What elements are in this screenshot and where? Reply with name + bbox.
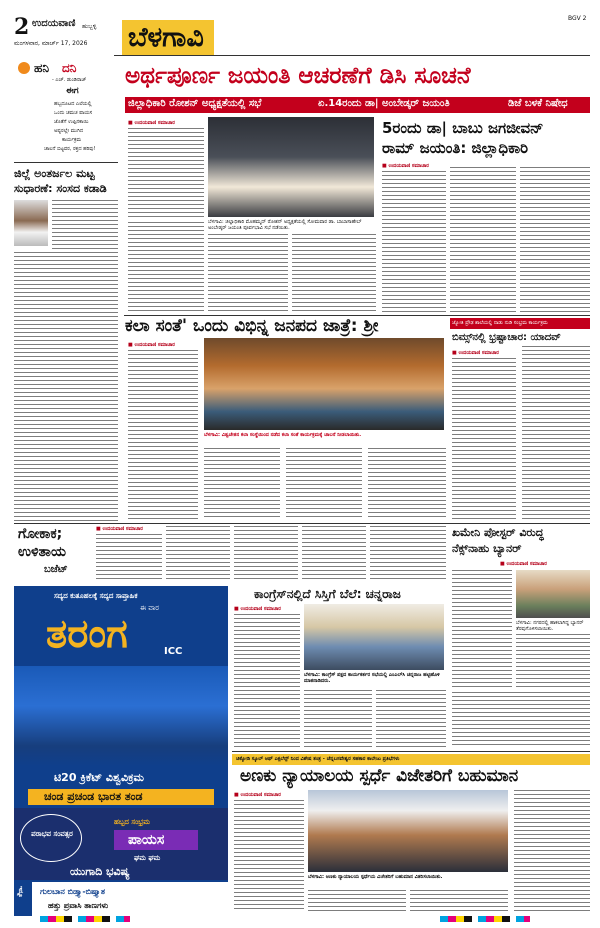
ad-yugadi: ಯುಗಾದಿ ಭವಿಷ್ಯ <box>70 865 130 878</box>
hani-line-4: ಅಷ್ಟರಲ್ಲೇ ಮುಗಿದ <box>54 128 84 134</box>
hani-logo-b: ದನಿ <box>62 61 77 75</box>
jagjivan-headline-1: 5ರಂದು ಡಾ| ಬಾಬು ಜಗಜೀವನ್ <box>382 119 544 137</box>
gokak-headline-2: ಉಳಿತಾಯ <box>18 544 66 560</box>
khomeini-body-2 <box>516 634 590 688</box>
gokak-headline-1: ಗೋಕಾಕ; <box>18 526 63 542</box>
jagjivan-headline-2: ರಾಮ್ ಜಯಂತಿ: ಜಿಲ್ಲಾಧಿಕಾರಿ <box>382 139 529 157</box>
jagjivan-body-1 <box>382 171 446 312</box>
lead-headline: ಅರ್ಥಪೂರ್ಣ ಜಯಂತಿ ಆಚರಣೆಗೆ ಡಿಸಿ ಸೂಚನೆ <box>125 63 471 89</box>
taranga-ad[interactable] <box>14 586 228 916</box>
moot-headline: ಅಣಕು ನ್ಯಾಯಾಲಯ ಸ್ಪರ್ಧೆ ವಿಜೇತರಿಗೆ ಬಹುಮಾನ <box>240 766 519 786</box>
khomeini-headline-2: ನೆಕ್ಸ್‌ನಾಹು ಬ್ಯಾನರ್ <box>452 542 522 555</box>
ad-p2: ಹಬ್ಬದ ಸಂಭ್ರಮ <box>114 818 150 826</box>
kala-byline: ■ ಉದಯವಾಣಿ ಸಮಾಚಾರ <box>128 342 175 348</box>
rule-congress-bottom <box>232 751 590 752</box>
congress-photo <box>304 604 444 670</box>
gokak-body-3 <box>234 526 298 582</box>
budget-mp-photo <box>14 200 48 246</box>
ad-team-photo <box>14 666 228 766</box>
budget-body-b <box>14 252 118 522</box>
hani-line-1: ಹಬ್ಬದೂಟದ ಎಲೆಯಲ್ಲಿ <box>54 101 92 107</box>
ad-line-2: ಚಂಡ ಪ್ರಚಂಡ ಭಾರತ ತಂಡ <box>44 790 143 803</box>
moot-caption: ಬೆಳಗಾವಿ: ಅಣಕು ನ್ಯಾಯಾಲಯ ಸ್ಪರ್ಧೆಯ ವಿಜೇತರಿಗೆ ಬಹುಮಾನ ವಿತರಿಸಲಾಯಿತು. <box>308 874 443 880</box>
ad-b1: ಗುಲಬಾನ ಬಿಡ್ತ್ಯಾ-ಬಿಷ್ತ್ಯಾತ <box>40 887 106 896</box>
lead-body-col-1 <box>128 128 204 218</box>
ad-p4: ಘಮ ಘಮ <box>134 854 161 862</box>
gokak-body-5 <box>370 526 446 582</box>
budget-headline-1: ಜಿಲ್ಲೆ ಅಂತರ್ಜಲ ಮಟ್ಟ <box>14 167 95 180</box>
lead-photo <box>208 117 374 217</box>
issue-date: ಮಂಗಳವಾರ, ಮಾರ್ಚ್ 17, 2026 <box>14 40 88 47</box>
congress-caption: ಬೆಳಗಾವಿ: ಕಾಂಗ್ರೆಸ್ ಪಕ್ಷದ ಕಾರ್ಯಕರ್ತರ ಸಭೆಯಲ್ಲಿ ಎಂಎಲ್‌ಸಿ ಚನ್ನರಾಜ ಹಟ್ಟಿಹೊಳಿ ಮಾತನಾಡಿದರು. <box>304 672 440 684</box>
moot-byline: ■ ಉದಯವಾಣಿ ಸಮಾಚಾರ <box>234 792 281 798</box>
moot-body-1 <box>234 800 304 912</box>
lead-body-col-4 <box>292 234 376 312</box>
section-title: ಬೆಳಗಾವಿ <box>128 22 204 53</box>
ad-p3: ಪಾಯಸ <box>128 832 165 848</box>
jagjivan-body-3 <box>520 167 590 312</box>
moot-kicker: ಚಿಕ್ಕೋಡಿ ಸ್ಕೂಲ್ ಆಫ್ ಎಕ್ಸಲೆನ್ಸ್ ನಿಂದ ವಿಶೇಷ ತಂತ್ರ - ಚೆನ್ನಬಸವೇಶ್ವರ ಸಹಕಾರ ಕಾಲೇಜು ಪ್ರತಿಭೆಗಳು <box>236 756 400 762</box>
moot-body-3 <box>410 890 508 912</box>
masthead-rule <box>114 55 590 56</box>
kala-body-col-1 <box>128 350 198 520</box>
ad-side: ಇನ್ನೂ <box>17 886 24 898</box>
khomeini-byline: ■ ಉದಯವಾಣಿ ಸಮಾಚಾರ <box>500 561 547 567</box>
kala-headline: ಕಲಾ ಸಂತೆ' ಒಂದು ವಿಭಿನ್ನ ಜನಪದ ಜಾತ್ರೆ: ಶ್ರೀ <box>125 316 379 336</box>
hani-logo-a: ಹನಿ <box>34 61 49 75</box>
kala-body-col-4 <box>368 448 446 520</box>
khomeini-body-1 <box>452 570 512 688</box>
hani-title: ಈಗ <box>66 86 79 96</box>
moot-body-4 <box>514 790 590 912</box>
khomeini-body-3 <box>452 692 590 748</box>
jagjivan-body-2 <box>450 167 516 312</box>
gokak-byline: ■ ಉದಯವಾಣಿ ಸಮಾಚಾರ <box>96 526 143 532</box>
ad-b2: ಹತ್ತು ಪ್ರವಾಸಿ ತಾಣಗಳು <box>48 901 109 910</box>
kala-caption: ಬೆಳಗಾವಿ: ವಿಶ್ವಚೇತನ ಕಲಾ ಸಂಸ್ಥೆಯಿಂದ ನಡೆದ ಕಲಾ ಸಂತೆ ಕಾರ್ಯಕ್ರಮಕ್ಕೆ ಚಾಲನೆ ನೀಡಲಾಯಿತು. <box>204 432 362 438</box>
lead-body-col-3 <box>208 234 288 312</box>
khomeini-caption: ಬೆಳಗಾವಿ: ನಗರದಲ್ಲಿ ಹಾಕಲಾಗಿದ್ದ ಬ್ಯಾನರ್ ತೆರವುಗೊಳಿಸಲಾಯಿತು. <box>516 620 584 632</box>
moot-body-2 <box>308 890 406 912</box>
gokak-body-1 <box>96 534 162 582</box>
bims-byline: ■ ಉದಯವಾಣಿ ಸಮಾಚಾರ <box>452 350 499 356</box>
kala-body-col-3 <box>286 448 362 520</box>
rule-kala-bottom <box>14 523 590 524</box>
hani-line-3: ಜೊತೆಗೆ ಉಪ್ಪಿನಕಾಯಿ <box>54 119 89 125</box>
lead-sub-2: ಏ.14ರಂದು ಡಾ| ಅಂಬೇಡ್ಕರ್ ಜಯಂತಿ <box>318 98 450 109</box>
congress-body-1 <box>234 614 300 748</box>
ad-top-text: ಸದ್ಯದ ಕುತೂಹಲಕ್ಕೆ ಸದ್ಯದ ಸಾಪ್ತಾಹಿಕ <box>54 592 138 600</box>
ad-sub: ಈ ವಾರ <box>140 604 159 612</box>
lead-caption: ಬೆಳಗಾವಿ: ಜಿಲ್ಲಾಧಿಕಾರಿ ಮೊಹಮ್ಮದ್ ರೋಶನ್ ಅಧ್ಯಕ್ಷತೆಯಲ್ಲಿ ಸೋಮವಾರ ಡಾ. ಬಾಬಾಸಾಹೇಬ್ ಅಂಬೇಡ್ಕರ್ ಜಯಂತಿ ಪೂರ್ವಭಾವಿ ಸಭೆ ನಡೆಯಿತು. <box>208 219 362 231</box>
divider <box>14 162 118 163</box>
gokak-body-2 <box>166 526 230 582</box>
registration-bar-left <box>40 916 130 922</box>
bims-body-1 <box>452 358 516 520</box>
jagjivan-byline: ■ ಉದಯವಾಣಿ ಸಮಾಚಾರ <box>382 163 429 169</box>
bims-kicker: ಜ್ಯೋತಿ ಪ್ರೌಢ ಶಾಲೆಯಲ್ಲಿ ನಾಡು ನುಡಿ ಸಂಭ್ರಮ ಕಾರ್ಯಕ್ರಮ <box>452 320 548 326</box>
bims-headline: ಬಿಮ್ಸ್‌ನಲ್ಲಿ ಭ್ರಷ್ಟಾಚಾರ: ಯಾದವ್ <box>452 332 561 343</box>
kala-body-col-2 <box>204 448 280 520</box>
hani-line-5: ಕಾರ್ಯಕ್ರಮ <box>62 137 82 143</box>
registration-bar-right <box>440 916 530 922</box>
lead-byline: ■ ಉದಯವಾಣಿ ಸಮಾಚಾರ <box>128 120 175 126</box>
ad-title: ತರಂಗ <box>46 611 128 657</box>
hani-author: - ಎಚ್. ಡುಂಡಿರಾಜ್ <box>52 77 87 83</box>
hani-line-6: ಚಾಲನೆ ಬಿಟ್ಟವರ, ರಕ್ತದ ಹರಿವು! <box>44 146 96 152</box>
congress-byline: ■ ಉದಯವಾಣಿ ಸಮಾಚಾರ <box>234 606 281 612</box>
gokak-body-4 <box>302 526 366 582</box>
lead-body-col-2 <box>128 222 204 312</box>
page-number: 2 <box>14 14 30 40</box>
bims-body-2 <box>522 346 590 520</box>
moot-photo <box>308 790 508 872</box>
flower-icon <box>18 62 30 74</box>
congress-headline: ಕಾಂಗ್ರೆಸ್‌ನಲ್ಲಿದೆ ಸಿಸ್ತಿಗೆ ಬೆಲೆ: ಚನ್ನರಾಜ <box>254 587 401 601</box>
hani-dani-box <box>14 60 118 162</box>
ad-badge: ICC <box>164 646 183 657</box>
khomeini-photo <box>516 570 590 618</box>
budget-headline-2: ಸುಧಾರಣೆ: ಸಂಸದ ಕಡಾಡಿ <box>14 182 107 195</box>
page-code: BGV 2 <box>568 15 587 22</box>
edition-name: ಹುಬ್ಬಳ್ಳಿ <box>82 23 97 30</box>
khomeini-headline-1: ಖಮೇನಿ ಪೋಸ್ಟರ್ ವಿರುದ್ಧ <box>452 526 544 539</box>
hani-line-2: ಒಂದು ಚಮಚ ಪಾಯಸ <box>54 110 93 116</box>
paper-name: ಉದಯವಾಣಿ <box>32 18 76 29</box>
lead-sub-1: ಜಿಲ್ಲಾಧಿಕಾರಿ ರೋಶನ್ ಅಧ್ಯಕ್ಷತೆಯಲ್ಲಿ ಸಭೆ <box>128 98 262 109</box>
ad-p1: ಪರಾಭವ ಸಂವತ್ಸರ <box>31 830 73 838</box>
kala-photo <box>204 338 444 430</box>
lead-sub-3: ಡಿಜೆ ಬಳಕೆ ನಿಷೇಧ <box>508 98 568 109</box>
congress-body-3 <box>376 690 446 748</box>
ad-line-1: ಟಿ20 ಕ್ರಿಕೆಟ್ ವಿಶ್ವವಿಕ್ರಮ <box>54 771 144 784</box>
masthead <box>0 0 600 60</box>
budget-body-a <box>52 200 118 250</box>
gokak-headline-3: ಬಜೆಟ್ <box>44 564 68 575</box>
congress-body-2 <box>304 690 372 748</box>
